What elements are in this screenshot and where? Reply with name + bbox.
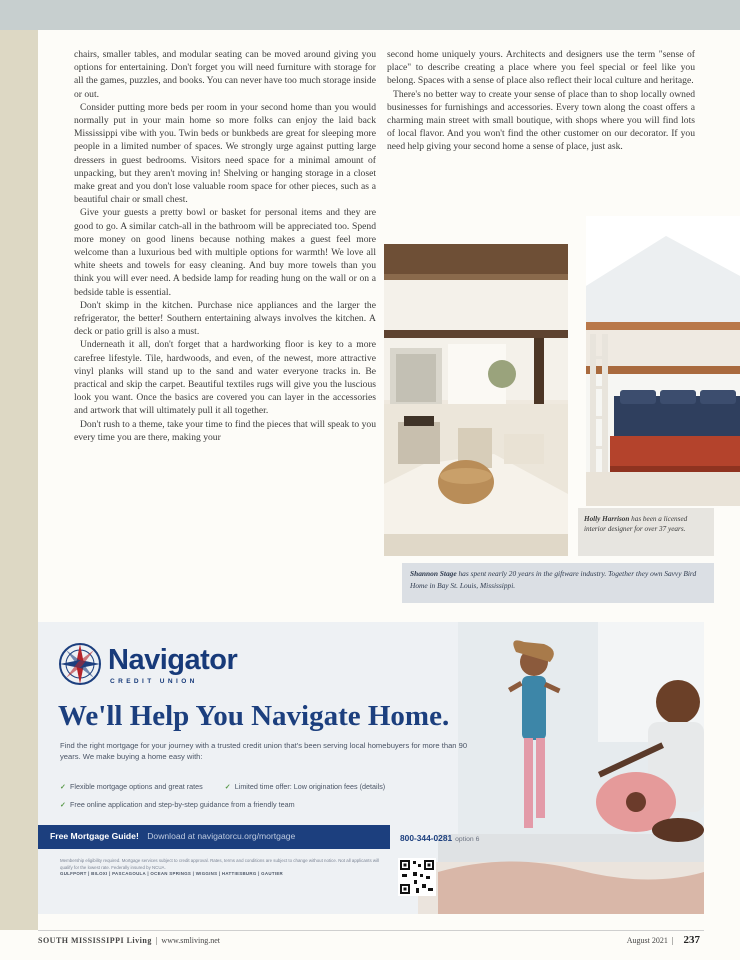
page-number: 237 <box>683 934 700 946</box>
living-room-photo <box>384 244 568 556</box>
ad-benefit-row <box>60 778 480 796</box>
top-color-band <box>0 0 740 30</box>
caption-name: Holly Harrison <box>584 515 630 523</box>
ad-benefit-item: Flexible mortgage options and great rates <box>70 782 203 791</box>
check-icon: ✓ <box>60 782 67 791</box>
ad-body-text: Find the right mortgage for your journey with a trusted credit union that's been serving local homebuyers for more than 90 years. We make buying a home easy with: <box>60 741 468 761</box>
ad-headline: We'll Help You Navigate Home. <box>58 700 450 732</box>
designer-caption-shannon <box>402 563 714 603</box>
cta-link[interactable]: Download at navigatorcu.org/mortgage <box>147 831 296 841</box>
ad-benefit-item: Free online application and step-by-step guidance from a friendly team <box>70 800 295 809</box>
mortgage-guide-cta[interactable] <box>38 825 390 849</box>
ad-legal-text <box>60 858 388 878</box>
article-paragraph: Underneath it all, don't forget that a hardworking floor is key to a more carefree lifestyle. Tile, hardwoods, and even, of the newest, more attractive vinyl planks will stand up to the sand and water everyone tracks in. Be practical and skip the carpet. Beautiful textiles rugs will give you the luscious look you want. Once the basics are covered you can layer in the accessories and artwork that will ultimately pull it all together. <box>74 339 376 417</box>
ad-brand-name: Navigator <box>108 644 238 676</box>
left-color-band <box>0 30 38 930</box>
article-paragraph: Don't rush to a theme, take your time to find the pieces that will speak to you every time you are there, making your <box>74 418 376 443</box>
footer-magazine: SOUTH MISSISSIPPI Living | www.smliving.net <box>38 936 221 945</box>
ad-benefit-row <box>60 796 480 814</box>
phone-number: 800-344-0281 <box>400 833 453 843</box>
ad-brand-subtitle: CREDIT UNION <box>110 678 198 685</box>
compass-logo-icon <box>56 640 106 688</box>
article-paragraph: second home uniquely yours. Architects and designers use the term "sense of place" to describe creating a place where you feel special or feel like you belong. Spaces with a sense of place also reflect their local culture and heritage. <box>387 49 695 87</box>
article-paragraph: Consider putting more beds per room in your second home than you would normally put in your main home so more folks can enjoy the laid back Mississippi vibe with you. Twin beds or bunkbeds are great for sleeping more people in a limited number of spaces. We strongly urge against putting large dressers in guest bedrooms. Visitors need space for a minimal amount of unpacking, but they aren't moving in! Shelving or hanging storage in a closet make great and you don't lose valuable room space for other pieces, such as a beautiful chair or small chest. <box>74 101 376 206</box>
footer-issue: August 2021 | 237 <box>626 934 700 946</box>
article-column-1 <box>74 48 376 444</box>
check-icon: ✓ <box>60 800 67 809</box>
issue-date: August 2021 <box>626 936 668 945</box>
ad-benefit-item: Limited time offer: Low origination fees (details) <box>234 782 386 791</box>
caption-name: Shannon Stage <box>410 569 457 578</box>
bunk-room-photo <box>586 216 740 506</box>
article-column-2 <box>387 48 695 154</box>
article-paragraph: Give your guests a pretty bowl or basket for personal items and they are good to go. A similar catch-all in the bathroom will be appreciated too. Spend more money on good linens because nothing makes a guest feel more welcome than a luxurious bed with multiple options for warmth! We love all white sheets and towels for easy cleaning. And buy more towels than you think you will ever need. A bedside lamp for reading hung on the wall or on a bedside table is essential. <box>74 207 376 298</box>
footer-rule <box>38 930 704 931</box>
caption-text: has spent nearly 20 years in the giftware industry. Together they own Savvy Bird Home in Bay St. Louis, Mississippi. <box>410 569 697 590</box>
designer-caption-holly <box>578 508 714 556</box>
qr-code-icon[interactable] <box>398 858 436 896</box>
legal-disclaimer: Membership eligibility required. Mortgage services subject to credit approval. Rates, terms and conditions are subject to change without notice. Not all applicants will qualify for the lowest rate. Federally insured by NCUA. <box>60 858 379 870</box>
magazine-site[interactable]: www.smliving.net <box>161 936 221 945</box>
article-paragraph: chairs, smaller tables, and modular seating can be moved around giving you options for entertaining. Don't forget you will need furniture with storage for all the games, puzzles, and books. You can never have too much storage inside or out. <box>74 49 376 100</box>
caption-text: has been a licensed interior designer for over 37 years. <box>584 515 688 533</box>
phone-option: option 6 <box>455 836 480 843</box>
ad-benefit-list <box>60 778 480 814</box>
cta-label: Free Mortgage Guide! <box>50 831 139 841</box>
branch-locations: GULFPORT | BILOXI | PASCAGOULA | OCEAN SPRINGS | WIGGINS | HATTIESBURG | GAUTIER <box>60 871 284 877</box>
article-paragraph: Don't skimp in the kitchen. Purchase nice appliances and the larger the refrigerator, the better! Southern entertaining always involves the kitchen. A deck or patio grill is also a must. <box>74 299 376 338</box>
magazine-name: SOUTH MISSISSIPPI Living <box>38 936 152 945</box>
check-icon: ✓ <box>224 782 231 791</box>
article-paragraph: There's no better way to create your sense of place than to shop locally owned businesses for furnishings and accessories. Every town along the coast offers a charming main street with small boutique, with shops where you will find lots of local flavor. And you won't find the other customer on our decorator. If you need help giving your second home a sense of place, just ask. <box>387 88 695 153</box>
ad-phone-number[interactable] <box>400 833 479 843</box>
